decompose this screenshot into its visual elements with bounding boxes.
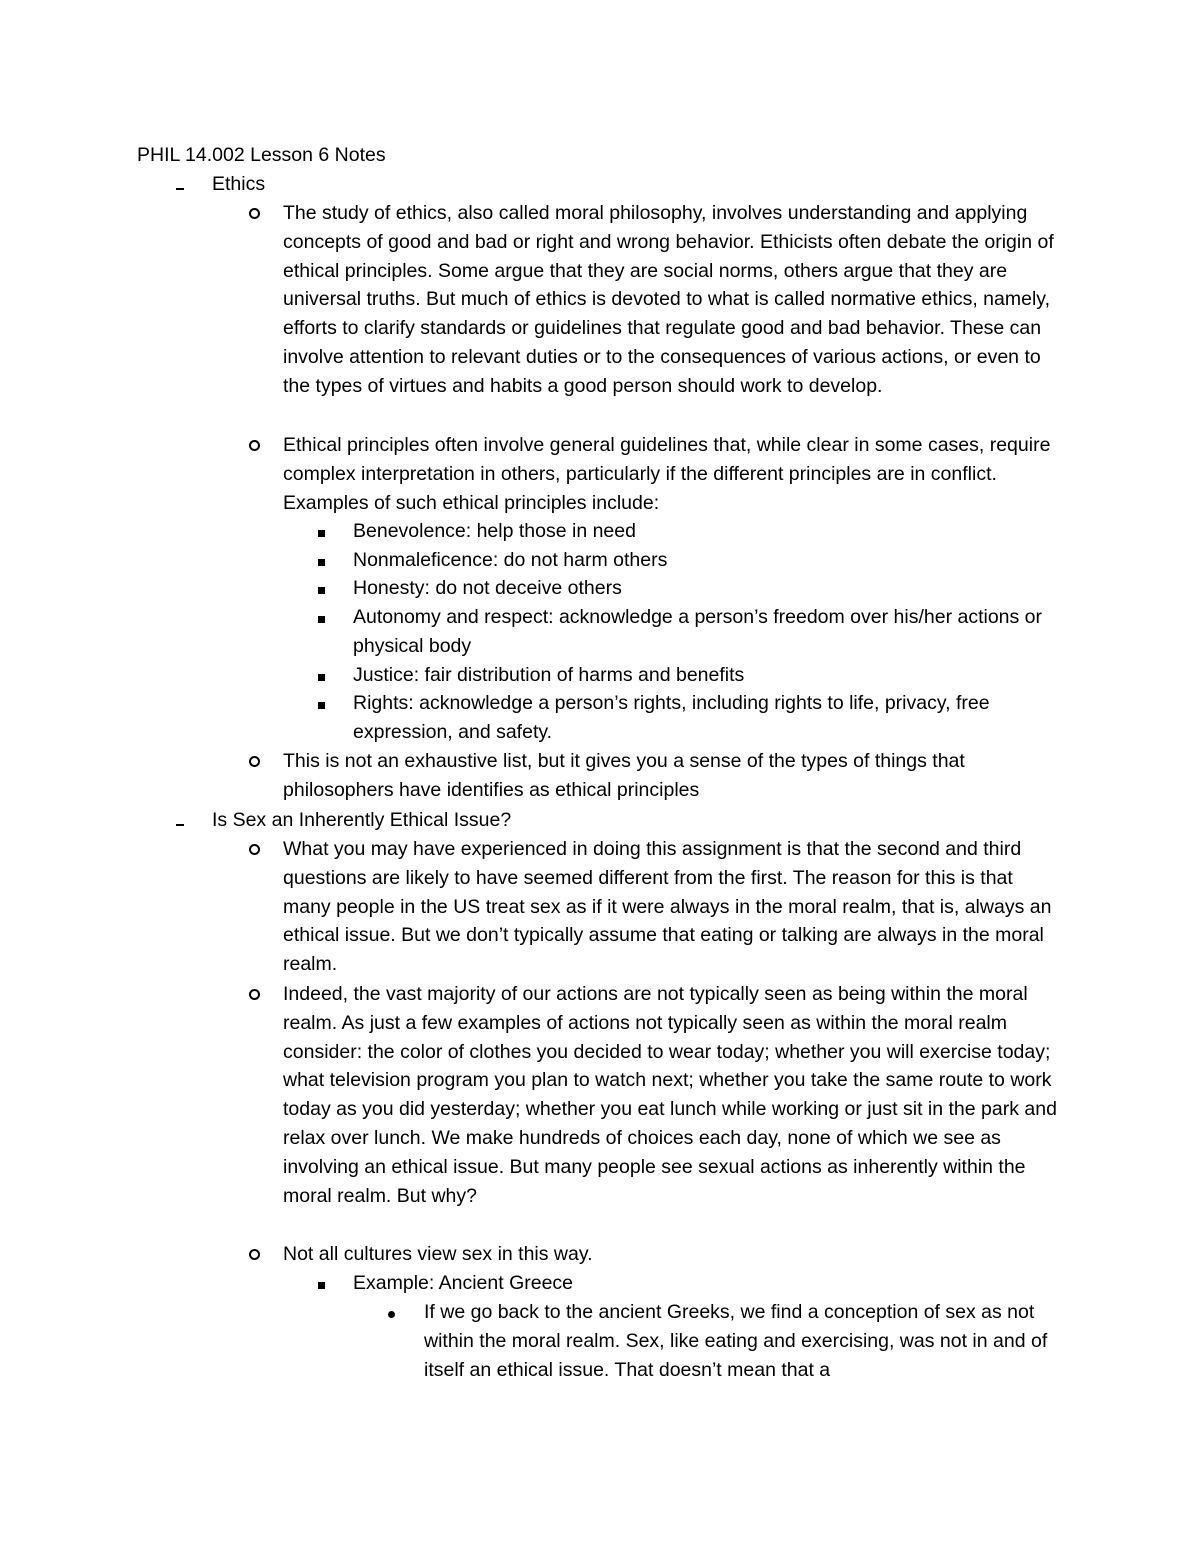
square-bullet (318, 661, 332, 690)
circle-bullet (249, 431, 269, 460)
principle-rights: Rights: acknowledge a person’s rights, including rights to life, privacy, free expression, and safety. (353, 692, 990, 743)
paragraph-ethics-definition: The study of ethics, also called moral philosophy, involves understanding and applying concepts of good and bad or right and wrong behavior. Ethicists often debate the origin of ethical principles. Some argue that they are social norms, others argue that they are universal truths. But much of ethics is devoted to what is called normative ethics, namely, efforts to clarify standards or guidelines that regulate good and bad behavior. These can involve attention to relevant duties or to the consequences of various actions, or even to the types of virtues and habits a good person should work to develop. (283, 202, 1054, 397)
document-title: PHIL 14.002 Lesson 6 Notes (137, 144, 386, 166)
principle-honesty: Honesty: do not deceive others (353, 577, 622, 599)
circle-bullet (249, 835, 269, 864)
circle-bullet (249, 980, 269, 1009)
paragraph-cultures: Not all cultures view sex in this way. (283, 1243, 593, 1265)
section-heading: Ethics (212, 173, 266, 195)
example-heading: Example: Ancient Greece (353, 1272, 574, 1294)
circle-bullet (249, 1240, 269, 1269)
section-heading: Is Sex an Inherently Ethical Issue? (212, 809, 512, 831)
square-bullet (318, 517, 332, 546)
square-bullet (318, 574, 332, 603)
paragraph-ethical-principles: Ethical principles often involve general guidelines that, while clear in some cases, require complex interpretation in others, particularly if the different principles are in conflict. Examples of such ethical principles include: (283, 434, 1051, 514)
paragraph-moral-realm: Indeed, the vast majority of our actions are not typically seen as being within the moral realm. As just a few examples of actions not typically seen as within the moral realm consider: the color of clothes you decided to wear today; whether you will exercise today; what television program you plan to watch next; whether you take the same route to work today as you did yesterday; whether you eat lunch while working or just sit in the park and relax over lunch. We make hundreds of choices each day, none of which we see as involving an ethical issue. But many people see sexual actions as inherently within the moral realm. But why? (283, 983, 1057, 1207)
dash-bullet (176, 806, 196, 835)
principle-benevolence: Benevolence: help those in need (353, 520, 636, 542)
square-bullet (318, 1269, 332, 1298)
paragraph-assignment-experience: What you may have experienced in doing this assignment is that the second and third questions are likely to have seemed different from the first. The reason for this is that many people in the US treat sex as if it were always in the moral realm, that is, always an ethical issue. But we don’t typically assume that eating or talking are always in the moral realm. (283, 838, 1052, 976)
circle-bullet (249, 199, 269, 228)
paragraph-ancient-greeks: If we go back to the ancient Greeks, we find a conception of sex as not within the moral realm. Sex, like eating and exercising, was not in and of itself an ethical issue. That doesn’t mean that a (424, 1301, 1048, 1381)
principle-autonomy: Autonomy and respect: acknowledge a person’s freedom over his/her actions or physical body (353, 606, 1043, 657)
dash-bullet (176, 170, 196, 199)
principle-justice: Justice: fair distribution of harms and benefits (353, 664, 745, 686)
principle-nonmaleficence: Nonmaleficence: do not harm others (353, 549, 668, 571)
square-bullet (318, 689, 332, 718)
square-bullet (318, 546, 332, 575)
circle-bullet (249, 747, 269, 776)
paragraph-not-exhaustive: This is not an exhaustive list, but it gives you a sense of the types of things that philosophers have identifies as ethical principles (283, 750, 965, 801)
round-bullet (388, 1298, 402, 1327)
square-bullet (318, 603, 332, 632)
